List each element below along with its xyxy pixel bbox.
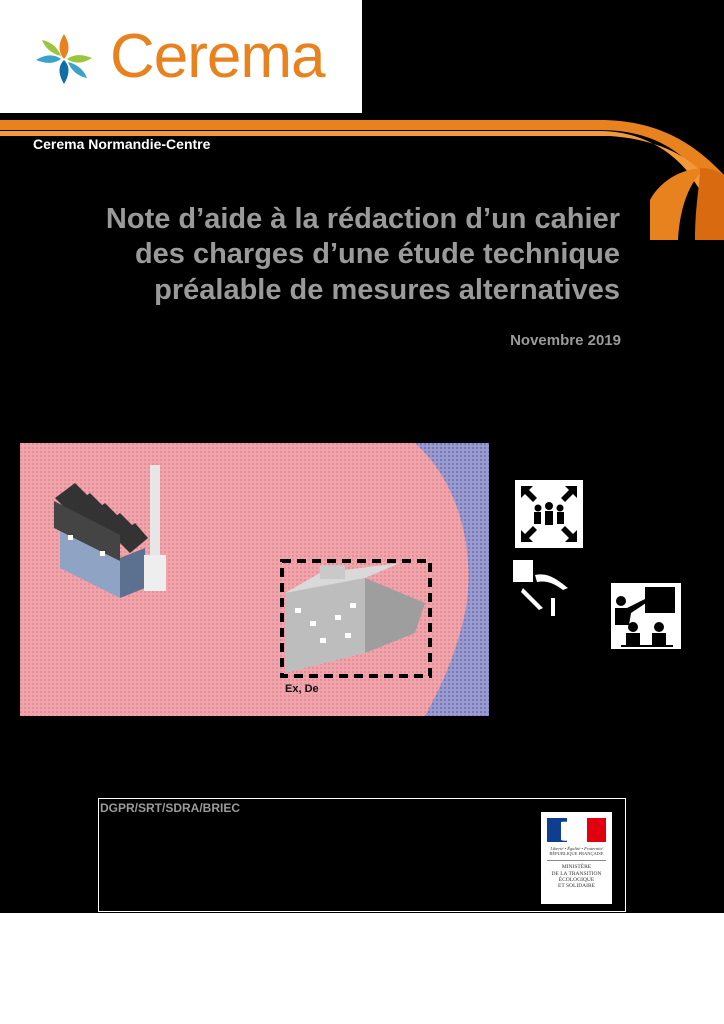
organization-label: Cerema Normandie-Centre <box>33 136 211 152</box>
marianne-flag-icon <box>541 812 612 846</box>
republic-motto: Liberté • Égalité • Fraternité <box>550 846 603 851</box>
cerema-logo-icon <box>30 30 98 88</box>
page-bottom-margin <box>0 913 724 1024</box>
title-line-3: préalable de mesures alternatives <box>154 273 620 306</box>
title-line-2: des charges d’une étude technique <box>134 238 620 271</box>
ministry-line-3: ÉCOLOGIQUE <box>558 876 595 883</box>
ministry-line-1: MINISTÈRE <box>561 864 592 871</box>
shelter-icon <box>513 560 573 620</box>
department-code: DGPR/SRT/SDRA/BRIEC <box>100 801 241 815</box>
ministry-logo <box>541 812 612 904</box>
risk-zone-illustration <box>20 443 489 716</box>
cerema-wordmark: Cerema <box>110 22 325 91</box>
document-title <box>0 202 620 308</box>
training-icon <box>611 583 681 649</box>
ministry-line-4: ET SOLIDAIRE <box>557 883 596 890</box>
republic-name: RÉPUBLIQUE FRANÇAISE <box>549 851 604 857</box>
publication-date: Novembre 2019 <box>510 332 621 349</box>
zone-label: Ex, De <box>285 683 319 695</box>
ministry-line-2: DE LA TRANSITION <box>551 870 602 877</box>
assembly-point-icon <box>515 480 583 548</box>
title-line-1: Note d’aide à la rédaction d’un cahier <box>105 203 620 235</box>
